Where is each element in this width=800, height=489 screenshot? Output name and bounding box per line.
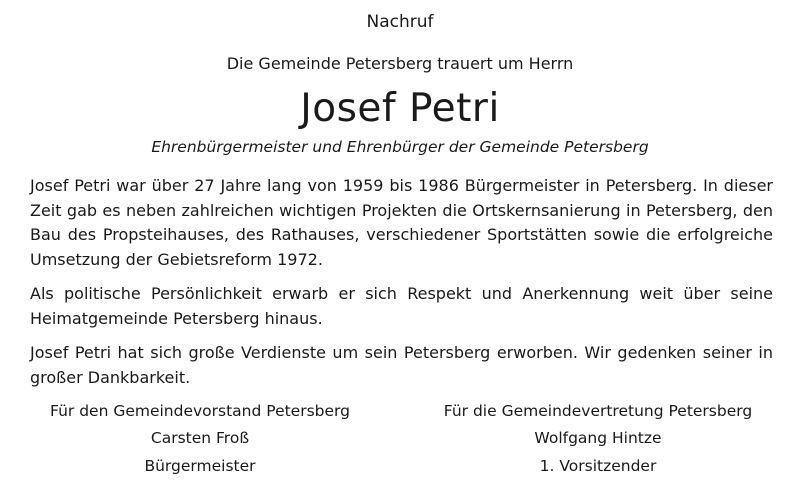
intro-line: Die Gemeinde Petersberg trauert um Herrn xyxy=(226,54,574,73)
deceased-name: Josef Petri xyxy=(300,86,500,131)
signature-block-assembly xyxy=(408,400,788,477)
paragraph-personality: Als politische Persönlichkeit erwarb er sich Respekt und Anerkennung weit über seine Heimatgemeinde Petersberg hinaus. xyxy=(30,284,773,328)
signatory-role: 1. Vorsitzender xyxy=(539,457,657,475)
signature-heading: Für den Gemeindevorstand Petersberg xyxy=(50,402,350,420)
notice-heading: Nachruf xyxy=(366,12,434,32)
signatory-name: Wolfgang Hintze xyxy=(534,429,662,447)
signature-block-council xyxy=(10,400,390,477)
signature-heading: Für die Gemeindevertretung Petersberg xyxy=(443,402,753,420)
paragraph-career: Josef Petri war über 27 Jahre lang von 1959 bis 1986 Bürgermeister in Petersberg. In dieser Zeit gab es neben zahlreichen wichtigen Projekten die Ortskernsanierung in Petersberg, den Bau des Propsteihauses, des Rathauses, verschiedener Sportstätten sowie die erfolgreiche Umsetzung der Gebietsreform 1972. xyxy=(30,176,773,269)
honor-title: Ehrenbürgermeister und Ehrenbürger der Gemeinde Petersberg xyxy=(151,138,649,156)
signatory-name: Carsten Froß xyxy=(150,429,250,447)
paragraph-gratitude: Josef Petri hat sich große Verdienste um sein Petersberg erworben. Wir gedenken seiner in großer Dankbarkeit. xyxy=(30,343,773,387)
signatory-role: Bürgermeister xyxy=(144,457,256,475)
